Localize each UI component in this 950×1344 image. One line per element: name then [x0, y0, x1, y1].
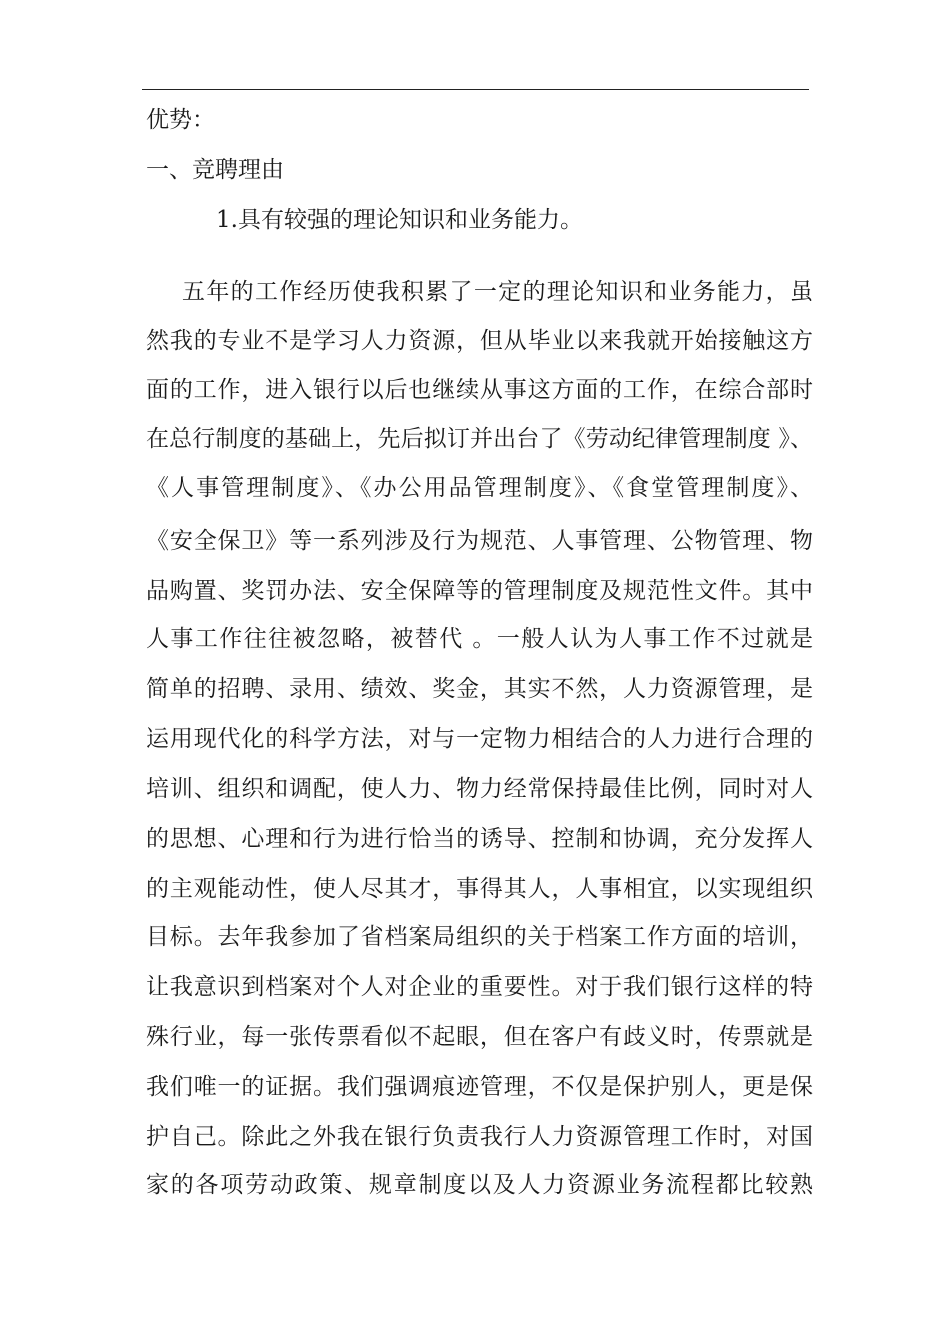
paragraph-line: 简单的招聘、录用、绩效、奖金，其实不然，人力资源管理，是	[146, 676, 813, 702]
paragraph-line: 让我意识到档案对个人对企业的重要性。对于我们银行这样的特	[146, 974, 813, 1000]
paragraph-line: 的思想、心理和行为进行恰当的诱导、控制和协调，充分发挥人	[146, 826, 813, 852]
paragraph-line: 殊行业，每一张传票看似不起眼，但在客户有歧义时，传票就是	[146, 1024, 813, 1050]
paragraph-line: 品购置、奖罚办法、安全保障等的管理制度及规范性文件。其中	[146, 578, 813, 604]
paragraph-line: 运用现代化的科学方法，对与一定物力相结合的人力进行合理的	[146, 726, 813, 752]
paragraph-line: 然我的专业不是学习人力资源，但从毕业以来我就开始接触这方	[146, 328, 813, 354]
advantages-heading: 优势：	[146, 107, 215, 133]
paragraph-line: 的主观能动性，使人尽其才，事得其人，人事相宜，以实现组织	[146, 876, 813, 902]
paragraph-line: 在总行制度的基础上，先后拟订并出台了《劳动纪律管理制度 》、	[146, 426, 813, 452]
paragraph-line: 目标。去年我参加了省档案局组织的关于档案工作方面的培训，	[146, 924, 813, 950]
paragraph-line: 《人事管理制度》、《办公用品管理制度》、《食堂管理制度》、	[146, 475, 813, 501]
section-title: 一、竞聘理由	[146, 157, 284, 183]
paragraph-line: 家的各项劳动政策、规章制度以及人力资源业务流程都比较熟	[146, 1172, 813, 1198]
paragraph-line: 培训、组织和调配，使人力、物力经常保持最佳比例，同时对人	[146, 776, 813, 802]
paragraph-line: 人事工作往往被忽略，被替代 。一般人认为人事工作不过就是	[146, 626, 813, 652]
paragraph-line: 面的工作，进入银行以后也继续从事这方面的工作，在综合部时	[146, 377, 813, 403]
paragraph-line: 护自己。除此之外我在银行负责我行人力资源管理工作时，对国	[146, 1124, 813, 1150]
paragraph-line: 我们唯一的证据。我们强调痕迹管理，不仅是保护别人，更是保	[146, 1074, 813, 1100]
header-rule	[142, 89, 809, 90]
paragraph-line: 《安全保卫》等一系列涉及行为规范、人事管理、公物管理、物	[146, 528, 813, 554]
paragraph-line: 五年的工作经历使我积累了一定的理论知识和业务能力，虽	[182, 279, 813, 305]
list-item-1: 1.具有较强的理论知识和业务能力。	[216, 207, 583, 233]
